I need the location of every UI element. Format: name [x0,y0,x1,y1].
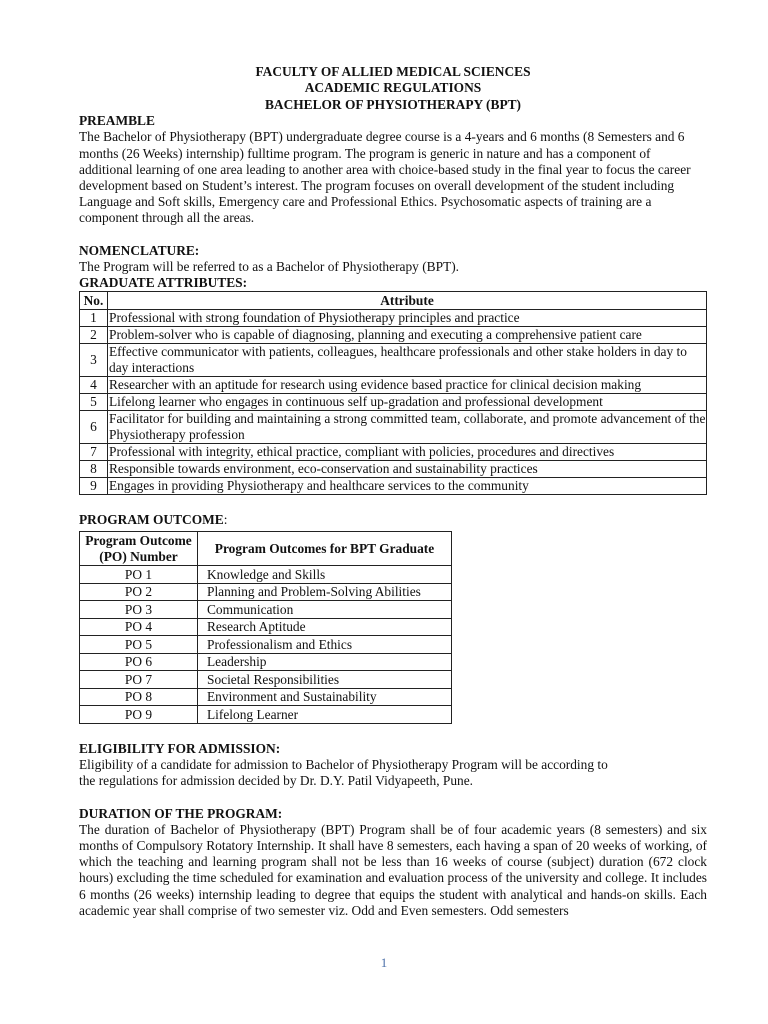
po-number: PO 3 [80,601,198,619]
po-number: PO 1 [80,566,198,584]
attribute-text: Professional with integrity, ethical practice, compliant with policies, procedures and directives [108,444,707,461]
table-row [80,706,452,724]
attribute-number: 1 [80,310,108,327]
attribute-number: 7 [80,444,108,461]
table-row [80,394,707,411]
po-outcome: Planning and Problem-Solving Abilities [198,583,452,601]
po-number: PO 2 [80,583,198,601]
program-outcome-heading-line [79,512,707,528]
graduate-attributes-heading: GRADUATE ATTRIBUTES: [79,275,248,290]
attribute-number: 8 [80,461,108,478]
title-regulations: ACADEMIC REGULATIONS [304,80,482,96]
preamble-text: The Bachelor of Physiotherapy (BPT) undergraduate degree course is a 4-years and 6 months (8 Semesters and 6 months (26 Weeks) internship) fulltime program. The program is generic in nature and has a component of additional learning of one area leading to another area with choice-based study in the final year to focus the career development based on Student’s interest. The program focuses on overall development of the student including Language and Soft skills, Emergency care and Professional Ethics. Psychosomatic aspects of training are a component through all the areas. [79,129,691,226]
duration-heading: DURATION OF THE PROGRAM: [79,805,283,821]
table-row [80,653,452,671]
table-row [80,601,452,619]
eligibility-line-1: Eligibility of a candidate for admission to Bachelor of Physiotherapy Program will be according to [79,757,608,773]
table-row [80,478,707,495]
table-row [80,444,707,461]
graduate-attributes-table [79,291,707,495]
column-header-po-number: Program Outcome (PO) Number [80,532,198,566]
attribute-number: 6 [80,411,108,444]
eligibility-line-2: the regulations for admission decided by Dr. D.Y. Patil Vidyapeeth, Pune. [79,773,474,789]
table-header-row [80,292,707,310]
title-program: BACHELOR OF PHYSIOTHERAPY (BPT) [264,96,522,112]
title-faculty: FACULTY OF ALLIED MEDICAL SCIENCES [255,64,531,79]
nomenclature-heading: NOMENCLATURE: [79,242,200,258]
table-row [80,688,452,706]
table-row [80,411,707,444]
attribute-text: Effective communicator with patients, colleagues, healthcare professionals and other stake holders in day to day interactions [108,344,707,377]
document-page [79,64,707,919]
table-row [80,566,452,584]
attribute-text: Problem-solver who is capable of diagnosing, planning and executing a comprehensive patient care [108,327,707,344]
attribute-text: Engages in providing Physiotherapy and healthcare services to the community [108,478,707,495]
po-outcome: Knowledge and Skills [198,566,452,584]
po-outcome: Societal Responsibilities [198,671,452,689]
eligibility-heading: ELIGIBILITY FOR ADMISSION: [79,740,281,756]
attribute-text: Professional with strong foundation of Physiotherapy principles and practice [108,310,707,327]
po-outcome: Leadership [198,653,452,671]
table-row [80,461,707,478]
table-row [80,618,452,636]
table-row [80,636,452,654]
column-header-attribute: Attribute [108,292,707,310]
attribute-text: Researcher with an aptitude for research using evidence based practice for clinical decision making [108,377,707,394]
table-header-row [80,532,452,566]
table-row [80,583,452,601]
table-row [80,327,707,344]
attribute-text: Facilitator for building and maintaining a strong committed team, collaborate, and promote advancement of the Physiotherapy profession [109,411,706,443]
po-number: PO 5 [80,636,198,654]
attribute-number: 4 [80,377,108,394]
attribute-number: 3 [80,344,108,377]
po-outcome: Environment and Sustainability [198,688,452,706]
table-row [80,310,707,327]
program-outcome-heading: PROGRAM OUTCOME [79,512,224,528]
po-outcome: Professionalism and Ethics [198,636,452,654]
attribute-text: Responsible towards environment, eco-conservation and sustainability practices [108,461,707,478]
table-row [80,344,707,377]
duration-text: The duration of Bachelor of Physiotherapy (BPT) Program shall be of four academic years (8 semesters) and six months of Compulsory Rotatory Internship. It shall have 8 semesters, each having a span of 20 weeks of working, of which the teaching and learning program shall not be less than 16 weeks of course (subject) duration (672 clock hours) excluding the time scheduled for examination and evaluation process of the university and college. It includes 6 months (26 weeks) internship leading to degree that equips the student with analytical and hands-on skills. Each academic year shall comprise of two semester viz. Odd and Even semesters. Odd semesters [79,821,707,918]
po-number: PO 9 [80,706,198,724]
attribute-number: 5 [80,394,108,411]
column-header-no: No. [80,292,108,310]
po-outcome: Communication [198,601,452,619]
program-outcome-table [79,531,452,724]
program-outcome-colon: : [223,512,228,528]
attribute-number: 9 [80,478,108,495]
po-number: PO 4 [80,618,198,636]
preamble-heading: PREAMBLE [79,113,155,129]
po-number: PO 7 [80,671,198,689]
attribute-number: 2 [80,327,108,344]
po-outcome: Research Aptitude [198,618,452,636]
po-number: PO 6 [80,653,198,671]
document-title [79,64,707,113]
nomenclature-text: The Program will be referred to as a Bachelor of Physiotherapy (BPT). [79,258,460,274]
table-row [80,377,707,394]
attribute-text: Lifelong learner who engages in continuous self up-gradation and professional development [108,394,707,411]
po-number: PO 8 [80,688,198,706]
column-header-po-outcome: Program Outcomes for BPT Graduate [198,532,452,566]
po-outcome: Lifelong Learner [198,706,452,724]
table-row [80,671,452,689]
page-number: 1 [380,955,388,970]
